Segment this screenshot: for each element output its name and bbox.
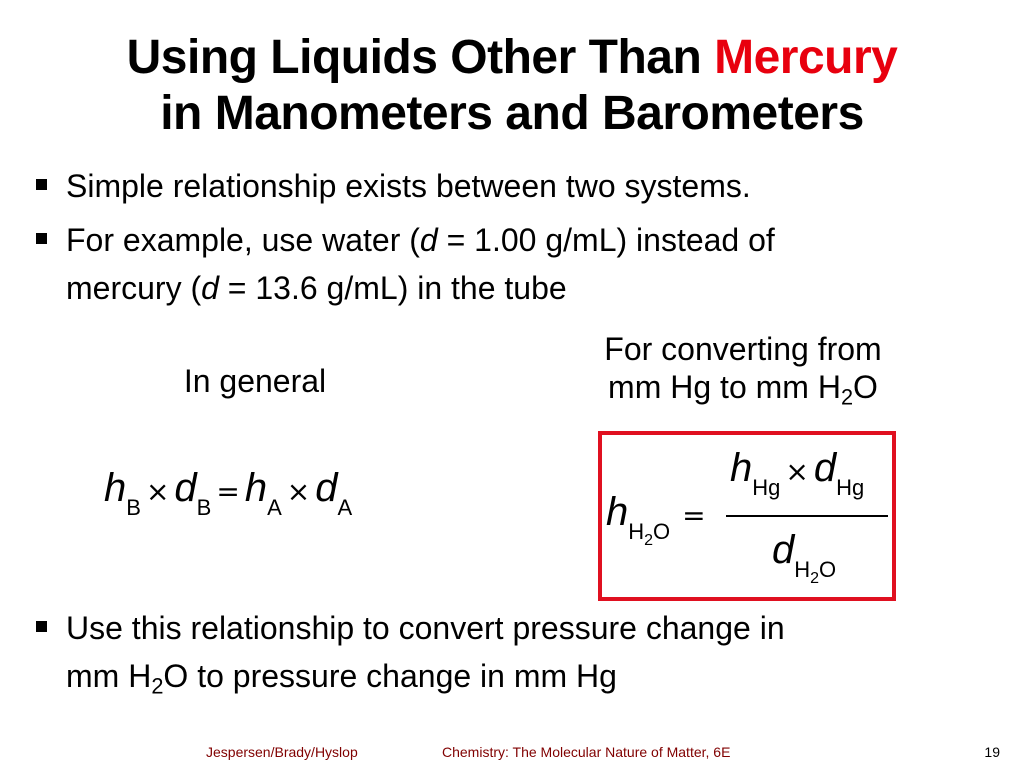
title-line-2: in Manometers and Barometers bbox=[160, 87, 864, 140]
conv-d-hg: d bbox=[813, 446, 837, 490]
conv-h-hg: h bbox=[730, 446, 753, 490]
eq-times-1: × bbox=[145, 475, 170, 508]
conv-den-sub-h: H bbox=[794, 557, 811, 582]
bullet-1-text: Simple relationship exists between two systems. bbox=[66, 168, 751, 204]
bullet-square-icon bbox=[36, 179, 47, 190]
bullet-item-1 bbox=[36, 162, 996, 210]
bullet-3-text-c: O to pressure change in mm Hg bbox=[163, 658, 617, 694]
conversion-lhs bbox=[606, 490, 711, 549]
conversion-label-line-2 bbox=[556, 368, 930, 410]
conv-sub-hg-2: Hg bbox=[836, 475, 865, 500]
conv-den-sub-2: 2 bbox=[810, 570, 820, 587]
conv-d-h2o: d bbox=[772, 528, 795, 572]
fraction-bar bbox=[726, 515, 888, 517]
conversion-label bbox=[556, 330, 930, 410]
conv-h-h2o: h bbox=[606, 490, 629, 534]
bullet-item-3 bbox=[36, 604, 996, 700]
title-accent-word: Mercury bbox=[714, 31, 898, 84]
conversion-label-suffix: O bbox=[853, 369, 878, 405]
conv-sub-2: 2 bbox=[644, 532, 654, 549]
bullet-3-text-b: mm H bbox=[66, 658, 152, 694]
eq-d-b: d bbox=[174, 466, 197, 510]
conversion-numerator bbox=[730, 446, 865, 500]
conv-equals: = bbox=[682, 499, 706, 532]
bullet-list-top bbox=[36, 162, 996, 312]
eq-equals: = bbox=[216, 475, 240, 508]
eq-sub-b-2: B bbox=[196, 495, 212, 520]
eq-times-2: × bbox=[286, 475, 311, 508]
bullet-2-density-symbol-2: d bbox=[201, 270, 219, 306]
eq-h-a: h bbox=[244, 466, 268, 510]
eq-h-b: h bbox=[104, 466, 127, 510]
slide-title bbox=[0, 30, 1024, 142]
bullet-3-subscript: 2 bbox=[151, 673, 164, 699]
bullet-square-icon bbox=[36, 233, 47, 244]
bullet-2-text-a: For example, use water ( bbox=[66, 222, 420, 258]
general-equation bbox=[104, 466, 353, 520]
conversion-denominator bbox=[772, 528, 837, 587]
eq-sub-a: A bbox=[267, 495, 282, 520]
conversion-label-line-1: For converting from bbox=[604, 331, 882, 367]
eq-sub-b: B bbox=[126, 495, 141, 520]
title-line-1-prefix: Using Liquids Other Than bbox=[126, 31, 715, 84]
conv-sub-o: O bbox=[653, 519, 671, 544]
bullet-item-2 bbox=[36, 216, 996, 312]
bullet-list-bottom bbox=[36, 604, 996, 700]
eq-d-a: d bbox=[315, 466, 338, 510]
conversion-label-prefix: mm Hg to mm H bbox=[608, 369, 841, 405]
conv-times: × bbox=[785, 455, 809, 488]
bullet-2-text-c: mercury ( bbox=[66, 270, 202, 306]
bullet-2-text-b: = 1.00 g/mL) instead of bbox=[437, 222, 775, 258]
conv-sub-h2o bbox=[628, 519, 671, 549]
bullet-3-text-a: Use this relationship to convert pressure change in bbox=[66, 610, 785, 646]
conv-sub-h2o-den bbox=[794, 557, 837, 587]
slide-number: 19 bbox=[984, 744, 1000, 760]
general-label: In general bbox=[183, 363, 327, 399]
bullet-2-text-d: = 13.6 g/mL) in the tube bbox=[218, 270, 567, 306]
footer-authors: Jespersen/Brady/Hyslop bbox=[206, 744, 358, 760]
conv-den-sub-o: O bbox=[819, 557, 837, 582]
eq-sub-a-2: A bbox=[337, 495, 353, 520]
conversion-label-subscript: 2 bbox=[840, 384, 854, 410]
conv-sub-h: H bbox=[628, 519, 645, 544]
bullet-2-density-symbol: d bbox=[419, 222, 438, 258]
conv-sub-hg: Hg bbox=[752, 475, 781, 500]
bullet-square-icon bbox=[36, 621, 47, 632]
footer-book-title: Chemistry: The Molecular Nature of Matter, 6E bbox=[442, 744, 731, 760]
title-line-1 bbox=[0, 30, 1024, 86]
